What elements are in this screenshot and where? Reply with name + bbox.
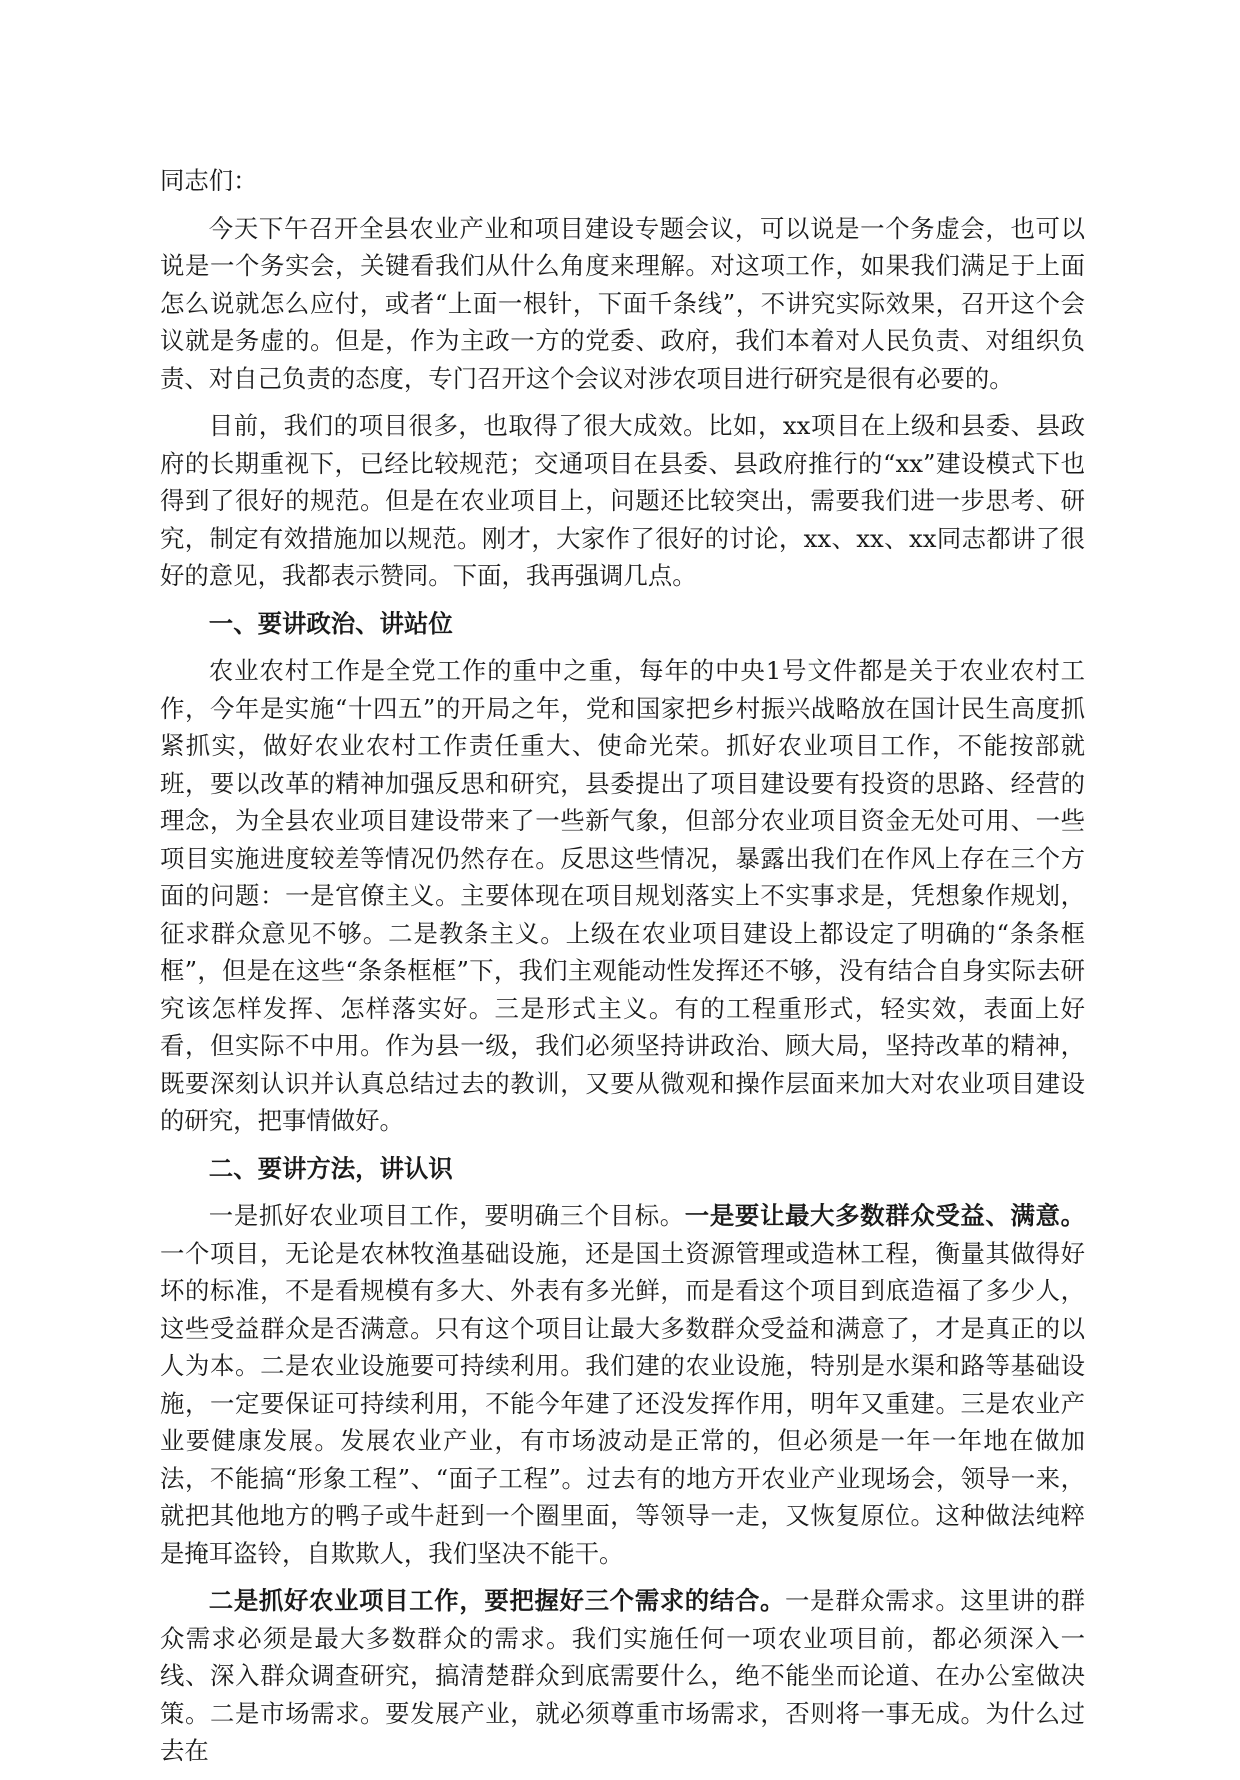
section-heading-methods: 二、要讲方法，讲认识 xyxy=(208,1153,453,1183)
paragraph-intro: 今天下午召开全县农业产业和项目建设专题会议，可以说是一个务虚会，也可以说是一个务实会，关键看我们从什么角度来理解。对这项工作，如果我们满足于上面怎么说就怎么应付，或者“上面一根针，下面千条线”，不讲究实际效果，召开这个会议就是务虚的。但是，作为主政一方的党委、政府，我们本着对人民负责、对组织负责、对自己负责的态度，专门召开这个会议对涉农项目进行研究是很有必要的。 xyxy=(160,213,1085,393)
emphasis-text: 二是抓好农业项目工作，要把握好三个需求的结合。 xyxy=(208,1586,786,1615)
section-heading-politics: 一、要讲政治、讲站位 xyxy=(208,608,453,638)
paragraph-politics: 农业农村工作是全党工作的重中之重，每年的中央1号文件都是关于农业农村工作，今年是实施“十四五”的开局之年，党和国家把乡村振兴战略放在国计民生高度抓紧抓实，做好农业农村工作责任重大、使命光荣。抓好农业项目工作，不能按部就班，要以改革的精神加强反思和研究，县委提出了项目建设要有投资的思路、经营的理念，为全县农业项目建设带来了一些新气象，但部分农业项目资金无处可用、一些项目实施进度较差等情况仍然存在。反思这些情况，暴露出我们在作风上存在三个方面的问题：一是官僚主义。主要体现在项目规划落实上不实事求是，凭想象作规划，征求群众意见不够。二是教条主义。上级在农业项目建设上都设定了明确的“条条框框”，但是在这些“条条框框”下，我们主观能动性发挥还不够，没有结合自身实际去研究该怎样发挥、怎样落实好。三是形式主义。有的工程重形式，轻实效，表面上好看，但实际不中用。作为县一级，我们必须坚持讲政治、顾大局，坚持改革的精神，既要深刻认识并认真总结过去的教训，又要从微观和操作层面来加大对农业项目建设的研究，把事情做好。 xyxy=(160,656,1085,1135)
salutation: 同志们： xyxy=(160,166,258,195)
paragraph-body-text: 一是群众需求。这里讲的群众需求必须是最大多数群众的需求。我们实施任何一项农业项目前，都必须深入一线、深入群众调查研究，搞清楚群众到底需要什么，绝不能坐而论道、在办公室做决策。二是市场需求。要发展产业，就必须尊重市场需求，否则将一事无成。为什么过去在 xyxy=(160,1586,1085,1765)
paragraph-three-goals xyxy=(160,1197,1085,1572)
paragraph-current-status: 目前，我们的项目很多，也取得了很大成效。比如，xx项目在上级和县委、县政府的长期重视下，已经比较规范；交通项目在县委、县政府推行的“xx”建设模式下也得到了很好的规范。但是在农业项目上，问题还比较突出，需要我们进一步思考、研究，制定有效措施加以规范。刚才，大家作了很好的讨论，xx、xx、xx同志都讲了很好的意见，我都表示赞同。下面，我再强调几点。 xyxy=(160,411,1085,590)
paragraph-body-text: 一个项目，无论是农林牧渔基础设施，还是国土资源管理或造林工程，衡量其做得好坏的标准，不是看规模有多大、外表有多光鲜，而是看这个项目到底造福了多少人，这些受益群众是否满意。只有这个项目让最大多数群众受益和满意了，才是真正的以人为本。二是农业设施要可持续利用。我们建的农业设施，特别是水渠和路等基础设施，一定要保证可持续利用，不能今年建了还没发挥作用，明年又重建。三是农业产业要健康发展。发展农业产业，有市场波动是正常的，但必须是一年一年地在做加法，不能搞“形象工程”、“面子工程”。过去有的地方开农业产业现场会，领导一来，就把其他地方的鸭子或牛赶到一个圈里面，等领导一走，又恢复原位。这种做法纯粹是掩耳盗铃，自欺欺人，我们坚决不能干。 xyxy=(160,1238,1085,1568)
emphasis-text: 一是要让最大多数群众受益、满意。 xyxy=(684,1201,1085,1230)
paragraph-three-demands xyxy=(160,1582,1085,1770)
document-body xyxy=(160,162,1085,1780)
paragraph-lead-text: 一是抓好农业项目工作，要明确三个目标。 xyxy=(208,1201,685,1230)
